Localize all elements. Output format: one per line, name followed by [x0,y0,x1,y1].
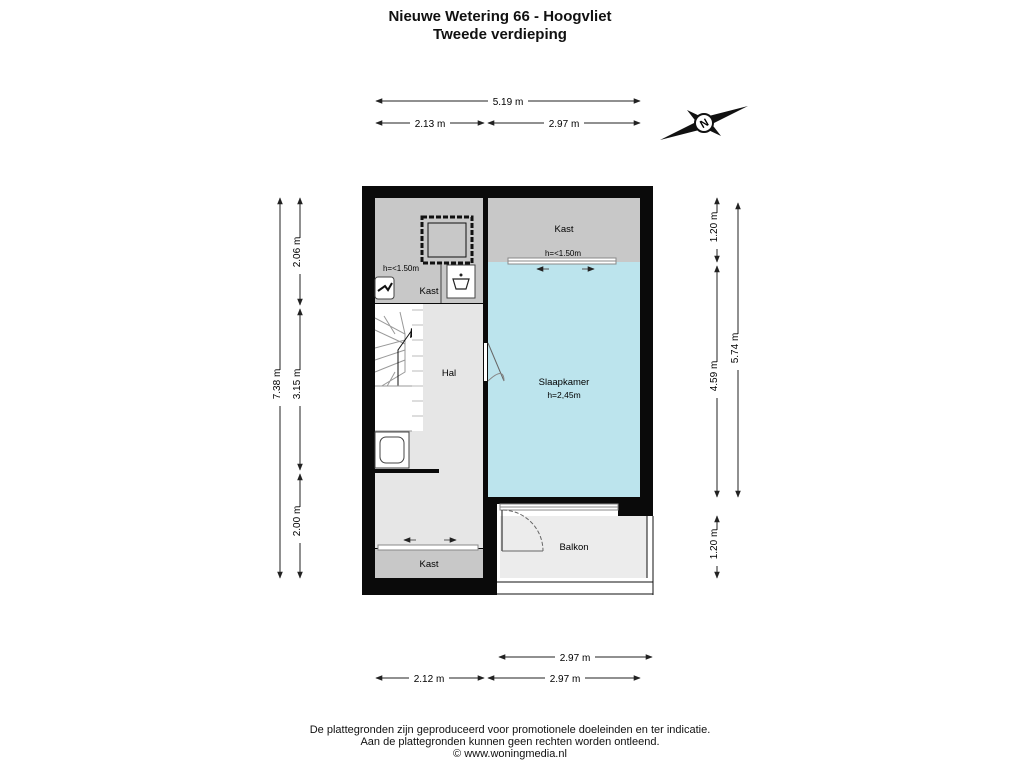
dimension-label: 4.59 m [709,360,720,392]
dimension-label: 2.06 m [292,236,303,268]
dimension-right-top [709,198,724,262]
dimension-top-right [488,117,640,130]
dimension-right-total [730,203,745,497]
dimension-label: 1.20 m [709,528,720,560]
dimension-label: 3.15 m [292,368,303,400]
dimension-label: 5.19 m [492,97,524,108]
dimension-label: 2.97 m [559,653,591,664]
sink-icon [447,265,475,298]
boiler-icon [375,277,394,299]
dimension-right-bottom [709,516,724,578]
room-label-balkon: Balkon [559,542,589,553]
disclaimer-line-2: Aan de plattegronden kunnen geen rechten worden ontleend. [360,736,660,748]
room-label-kast: Kast [419,286,439,297]
staircase [375,304,423,431]
room-label-hal: Hal [441,368,457,379]
copyright-notice: © www.woningmedia.nl [453,748,567,760]
washing-machine-icon [375,432,409,468]
dimension-label: 5.74 m [730,332,741,364]
dimension-label: 2.12 m [413,674,445,685]
room-label-kast: Kast [419,559,439,570]
disclaimer-line-1: De plattegronden zijn geproduceerd voor promotionele doeleinden en ter indicatie. [309,724,711,736]
dimension-left-top [292,198,307,305]
dimension-label: 2.97 m [548,119,580,130]
room-height-label: h=2,45m [547,390,581,400]
dimension-left-total [272,198,287,578]
low-ceiling-label: h=<1.50m [544,249,582,258]
dimension-label: 2.13 m [414,119,446,130]
dimension-left-bottom [292,474,307,578]
room-label-kast: Kast [554,224,574,235]
dimension-top-left [376,117,484,130]
dimension-bottom-right [488,672,640,685]
room-label-slaapkamer: Slaapkamer [538,377,590,388]
plan-subtitle: Tweede verdieping [433,26,567,43]
compass-north-label: N [698,116,711,132]
dimension-bottom-left [376,672,484,685]
low-ceiling-label: h=<1.50m [382,264,420,273]
dimension-label: 2.00 m [292,505,303,537]
dimension-left-middle [292,309,307,470]
dimension-right-middle [709,266,724,497]
compass-rose-icon [660,106,748,140]
dimension-label: 1.20 m [709,211,720,243]
dimension-bottom-balcony [499,651,652,664]
plan-title: Nieuwe Wetering 66 - Hoogvliet [388,8,612,25]
dimension-label: 2.97 m [549,674,581,685]
dimension-label: 7.38 m [272,368,283,400]
dimension-top-total [376,95,640,108]
